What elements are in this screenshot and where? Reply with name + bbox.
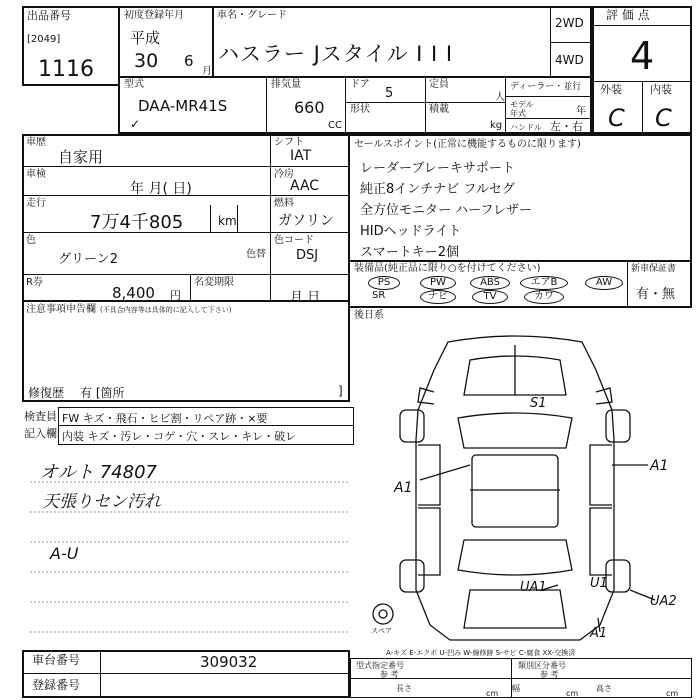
disp-label: 排気量: [271, 79, 301, 90]
capacity-label: 定員: [429, 79, 449, 90]
equip-tv: TV: [472, 290, 508, 304]
history-value: 自家用: [58, 148, 104, 166]
disp-unit: CC: [328, 120, 342, 131]
load-label: 積載: [429, 104, 449, 115]
mileage-unit: km: [218, 214, 237, 228]
lot-number: 1116: [38, 57, 94, 82]
color-value: グリーン2: [58, 252, 119, 267]
color-change-label: 色替: [246, 249, 266, 260]
selling-point-3: 全方位モニター ハーフレザー: [360, 203, 532, 218]
type-label: 型式: [124, 79, 144, 90]
type-cert-label: 型式指定番号: [356, 661, 404, 670]
ac-value: AAC: [290, 178, 320, 194]
equip-leather: カワ: [524, 290, 564, 304]
fuel-label: 燃料: [274, 198, 294, 209]
reg-month: 6: [184, 52, 194, 70]
handwritten-note-3: A-U: [50, 544, 79, 563]
manual-value: 有・無: [636, 287, 676, 302]
notes-sub: (不具合内容等は具体的に記入して下さい): [100, 306, 232, 314]
door-value: 5: [385, 86, 394, 101]
inspector-row-2: 内装 キズ・汚レ・コゲ・穴・スレ・キレ・破レ: [62, 430, 297, 443]
ac-label: 冷房: [274, 169, 294, 180]
color-label: 色: [26, 235, 36, 246]
class-ref: 参 考: [540, 670, 559, 679]
history-label: 車歴: [26, 137, 46, 148]
shift-label: シフト: [274, 137, 304, 148]
handle-value: 左・右: [550, 120, 583, 133]
damage-mark-3: A1: [650, 458, 669, 474]
height-label: 高さ: [596, 684, 612, 693]
reg-year: 30: [134, 50, 159, 72]
width-label: 幅: [512, 684, 520, 693]
chassis-label: 車台番号: [32, 653, 81, 667]
fuel-value: ガソリン: [278, 213, 334, 229]
equip-navi: ナビ: [420, 290, 456, 304]
equip-pw: PW: [420, 276, 456, 290]
height-unit: cm: [666, 689, 679, 698]
recycle-value: 8,400: [112, 284, 155, 302]
capacity-unit: 人: [495, 92, 505, 103]
chassis-value: 309032: [200, 653, 258, 671]
inspection-value: 年 月( 日): [130, 181, 192, 197]
drive-4wd: 4WD: [555, 53, 584, 67]
inspection-label: 車検: [26, 169, 46, 180]
reg-label: 登録番号: [32, 678, 81, 692]
equipment-label: 装備品(純正品に限り○を付けてください): [354, 263, 541, 274]
shape-label: 形状: [350, 104, 370, 115]
equip-ps: PS: [368, 276, 400, 290]
class-label: 類別区分番号: [518, 661, 566, 670]
model-name: ハスラー Jスタイル I I I: [218, 42, 454, 66]
selling-point-5: スマートキー2個: [360, 245, 460, 260]
door-label: ドア: [350, 79, 370, 90]
spare-label: スペア: [371, 627, 392, 635]
equip-abs: ABS: [470, 276, 510, 290]
disp-value: 660: [294, 98, 325, 117]
exterior-value: C: [608, 104, 625, 132]
damage-mark-4: UA1: [520, 580, 547, 595]
notes-label: 注意事項申告欄: [26, 304, 96, 315]
length-label: 長さ: [396, 684, 412, 693]
lot-label: 出品番号: [27, 9, 71, 22]
type-value: DAA-MR41S: [138, 97, 228, 115]
equip-aw: AW: [585, 276, 623, 290]
first-reg-label: 初度登録年月: [124, 10, 184, 21]
mileage-value: 7万4千805: [90, 212, 184, 233]
load-unit: kg: [490, 120, 503, 131]
selling-point-2: 純正8インチナビ フルセグ: [360, 182, 515, 197]
selling-point-4: HIDヘッドライト: [360, 224, 462, 239]
lot-sub: [2049]: [27, 34, 61, 45]
handwritten-note-1: オルト 74807: [40, 462, 157, 483]
damage-mark-6: UA2: [650, 594, 677, 609]
title-doc-label: 名変期限: [194, 277, 234, 288]
exterior-label: 外装: [600, 83, 622, 96]
selling-point-1: レーダーブレーキサポート: [360, 161, 515, 176]
color-code-label: 色コード: [274, 235, 314, 246]
title-doc-value: 月 日: [290, 290, 321, 305]
manual-label: 新車保証書: [631, 264, 677, 274]
repair-value: 有 [箇所: [80, 386, 125, 400]
damage-mark-7: A1: [590, 626, 608, 641]
inspector-row-1: FW キズ・飛石・ヒビ割・リペア跡・×要: [62, 412, 268, 425]
model-year-unit: 年: [576, 106, 586, 117]
type-cert-ref: 参 考: [380, 670, 399, 679]
type-check: ✓: [130, 117, 141, 131]
damage-mark-2: A1: [394, 480, 413, 496]
reg-month-unit: 月: [202, 66, 212, 77]
drive-2wd: 2WD: [555, 16, 584, 30]
selling-points-label: セールスポイント(正常に機能するものに限ります): [354, 139, 581, 150]
color-code-value: DSJ: [296, 248, 319, 263]
interior-label: 内装: [650, 83, 672, 96]
recycle-label: R券: [26, 277, 43, 288]
inspector-label-2: 記入欄: [24, 427, 57, 440]
handwritten-note-2: 天張りセン汚れ: [42, 492, 161, 512]
grade-label: 評 価 点: [606, 8, 650, 22]
length-unit: cm: [486, 689, 499, 698]
repair-end: ]: [338, 384, 343, 398]
mileage-label: 走行: [26, 198, 46, 209]
damage-legend: A-キズ E-エクボ U-凹み W-線修跡 S-サビ C-腐食 XX-交換済: [386, 649, 576, 657]
equip-sr: SR: [372, 290, 386, 301]
interior-value: C: [655, 104, 672, 132]
rear-seat-label: 後日系: [354, 310, 384, 321]
handle-label: ハンドル: [510, 123, 542, 132]
damage-mark-5: U1: [590, 576, 608, 591]
repair-label: 修復歴: [28, 386, 65, 400]
shift-value: IAT: [290, 148, 312, 164]
inspector-label-1: 検査員: [24, 410, 57, 423]
recycle-unit: 円: [170, 289, 181, 302]
dealer-label: ディーラー・並行: [510, 82, 582, 92]
era: 平成: [130, 29, 161, 47]
model-label: 車名・グレード: [217, 10, 287, 21]
equip-airbag: エアB: [520, 276, 568, 290]
damage-mark-1: S1: [530, 396, 547, 411]
model-year-label: モデル 年式: [510, 100, 534, 118]
width-unit: cm: [566, 689, 579, 698]
grade-value: 4: [630, 34, 655, 78]
